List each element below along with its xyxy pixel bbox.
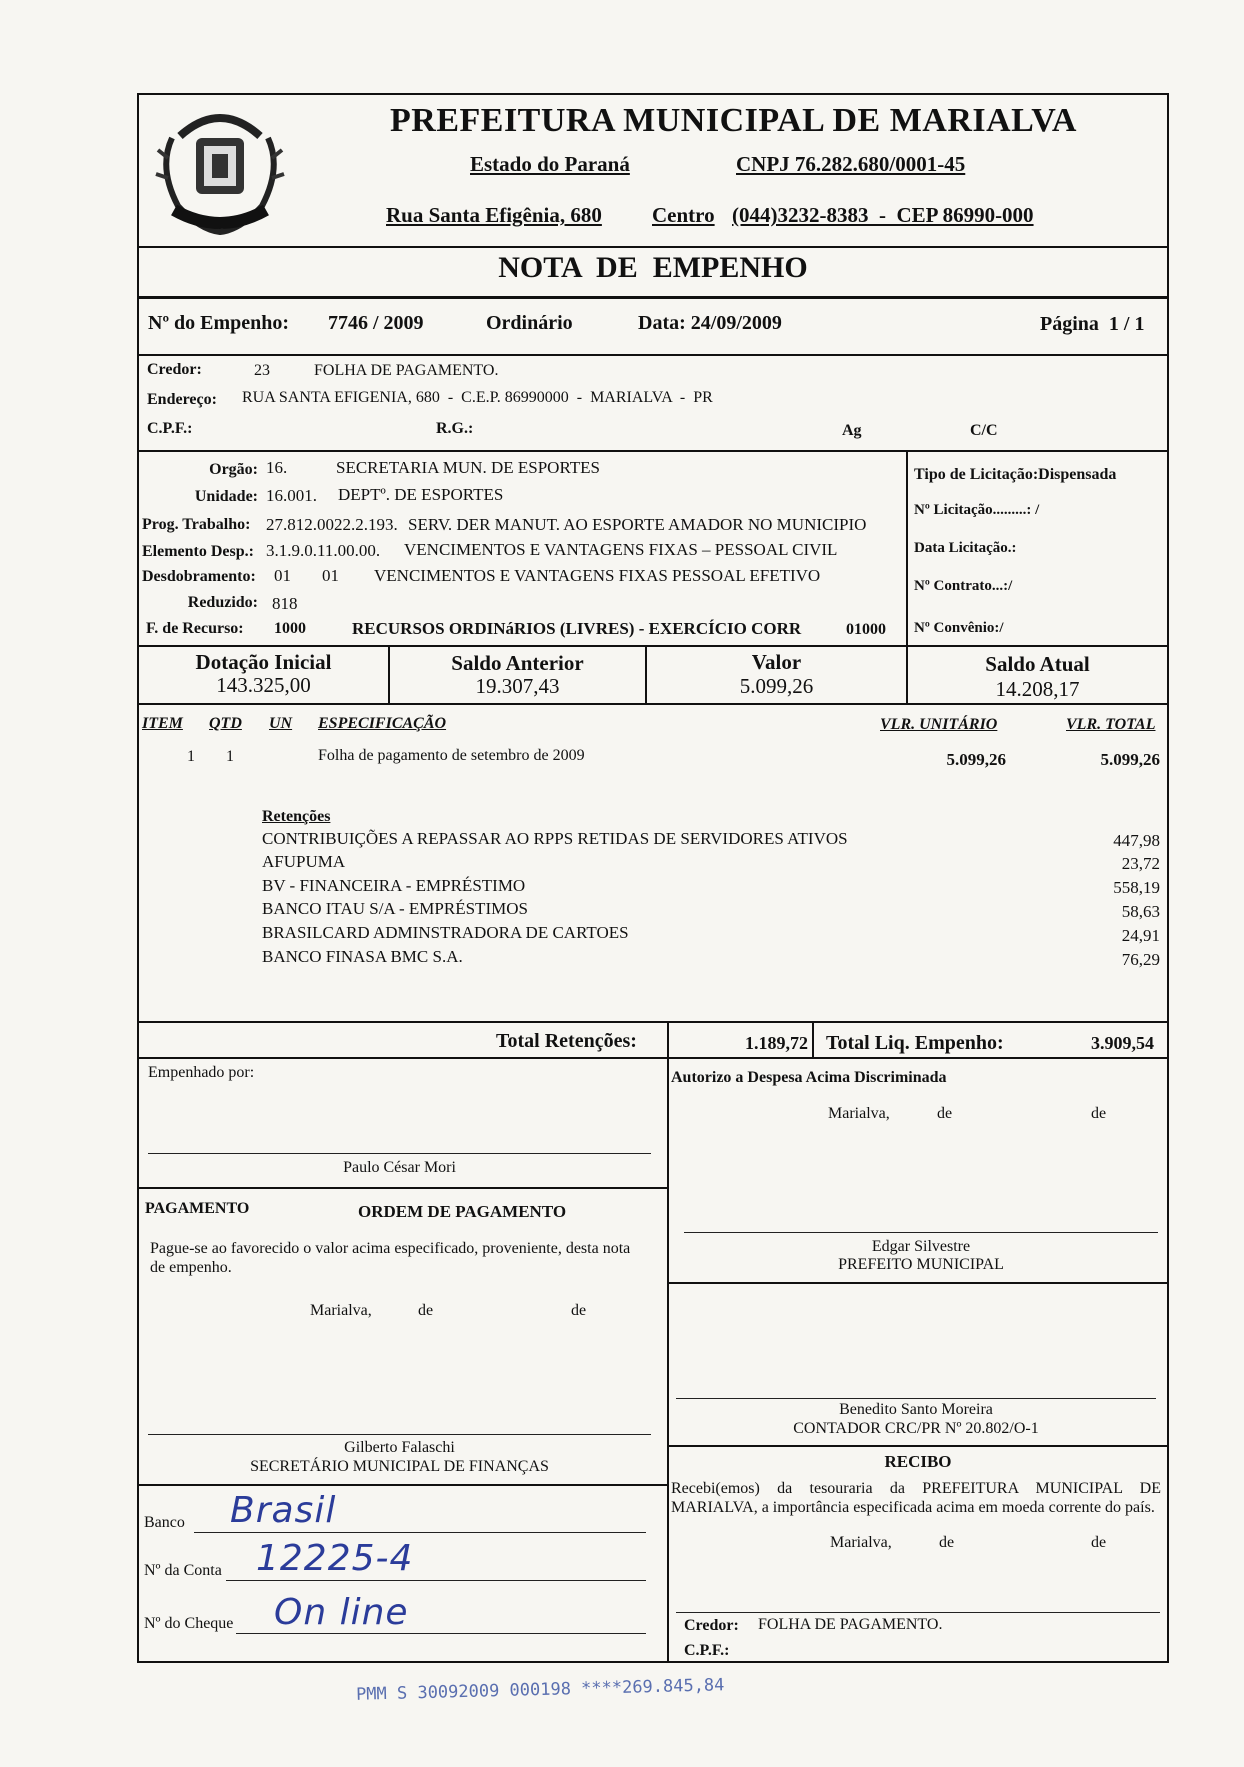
page-number: Página 1 / 1 — [1040, 313, 1145, 335]
col-vlr-unitario: VLR. UNITÁRIO — [880, 716, 998, 733]
valor-value: 5.099,26 — [739, 674, 814, 698]
empenho-type: Ordinário — [486, 312, 573, 334]
retencao-desc: CONTRIBUIÇÕES A REPASSAR AO RPPS RETIDAS DE SERVIDORES ATIVOS — [262, 829, 848, 848]
reduzido-code: 818 — [272, 594, 298, 613]
retencoes-title: Retenções — [262, 808, 331, 825]
contrato: Nº Contrato...:/ — [914, 578, 1013, 594]
empenhado-name: Paulo César Mori — [343, 1159, 456, 1176]
saldo-anterior-label: Saldo Anterior — [451, 651, 584, 675]
empenho-date: Data: 24/09/2009 — [638, 312, 782, 334]
retencao-desc: BV - FINANCEIRA - EMPRÉSTIMO — [262, 876, 526, 895]
retencao-value: 558,19 — [1113, 878, 1160, 897]
col-vlr-total: VLR. TOTAL — [1066, 716, 1156, 733]
prefeitura-title: PREFEITURA MUNICIPAL DE MARIALVA — [390, 102, 1077, 139]
retencao-value: 447,98 — [1113, 831, 1160, 850]
fonte-code-2: 01000 — [846, 621, 886, 638]
saldo-atual-label: Saldo Atual — [985, 652, 1090, 676]
prog-name: SERV. DER MANUT. AO ESPORTE AMADOR NO MUNICIPIO — [408, 515, 867, 534]
retencao-value: 76,29 — [1121, 950, 1160, 969]
orgao-label: Orgão: — [209, 461, 258, 478]
unidade-code: 16.001. — [266, 486, 317, 505]
recibo-title: RECIBO — [884, 1452, 952, 1471]
credor-label: Credor: — [147, 361, 202, 378]
prefeito-role: PREFEITO MUNICIPAL — [838, 1256, 1004, 1273]
conta-handwritten: 12225-4 — [256, 1538, 414, 1579]
reduzido-label: Reduzido: — [187, 594, 258, 611]
elemento-label: Elemento Desp.: — [142, 543, 254, 560]
address-label: Rua Santa Efigênia, 680 — [386, 203, 602, 227]
pagamento-de-2: de — [571, 1302, 587, 1319]
pagamento-label: PAGAMENTO — [145, 1200, 250, 1217]
credor-code: 23 — [254, 362, 270, 379]
autorizo-de-2: de — [1091, 1105, 1107, 1122]
payment-stamp: PMM S 30092009 000198 ****269.845,84 — [355, 1675, 725, 1705]
desdobramento-code-1: 01 — [274, 566, 291, 585]
retencao-desc: BANCO FINASA BMC S.A. — [262, 947, 463, 966]
secretario-name: Gilberto Falaschi — [344, 1439, 455, 1456]
credor-name: FOLHA DE PAGAMENTO. — [314, 362, 499, 379]
prog-code: 27.812.0022.2.193. — [266, 515, 398, 534]
retencao-value: 58,63 — [1121, 902, 1160, 921]
contador-name: Benedito Santo Moreira — [839, 1401, 993, 1418]
retencao-value: 23,72 — [1121, 854, 1160, 873]
desdobramento-code-2: 01 — [322, 566, 339, 585]
orgao-name: SECRETARIA MUN. DE ESPORTES — [336, 458, 600, 477]
fonte-label: F. de Recurso: — [146, 620, 244, 637]
prefeito-name: Edgar Silvestre — [871, 1238, 971, 1255]
district-label: Centro — [652, 203, 715, 227]
item-description: Folha de pagamento de setembro de 2009 — [318, 747, 585, 764]
total-retencoes-value: 1.189,72 — [745, 1033, 808, 1053]
orgao-code: 16. — [266, 458, 288, 477]
cheque-label: Nº do Cheque — [144, 1615, 234, 1632]
fonte-name: RECURSOS ORDINáRIOS (LIVRES) - EXERCÍCIO CORR — [352, 619, 802, 638]
valor-label: Valor — [751, 650, 802, 674]
doc-title: NOTA DE EMPENHO — [498, 251, 808, 284]
retencao-desc: BRASILCARD ADMINSTRADORA DE CARTOES — [262, 923, 629, 942]
recibo-de-2: de — [1091, 1534, 1107, 1551]
col-item: ITEM — [142, 715, 183, 732]
recibo-credor-label: Credor: — [684, 1617, 739, 1634]
recibo-credor-name: FOLHA DE PAGAMENTO. — [758, 1616, 943, 1633]
licitacao-tipo: Tipo de Licitação:Dispensada — [914, 466, 1117, 483]
dotacao-label: Dotação Inicial — [195, 650, 332, 674]
retencao-desc: AFUPUMA — [262, 852, 346, 871]
licitacao-data: Data Licitação.: — [914, 540, 1017, 556]
banco-handwritten: Brasil — [230, 1490, 337, 1531]
autorizo-de-1: de — [937, 1105, 953, 1122]
prog-label: Prog. Trabalho: — [142, 516, 251, 533]
cnpj-label: CNPJ 76.282.680/0001-45 — [736, 152, 966, 176]
col-un: UN — [269, 715, 293, 732]
ag-label: Ag — [842, 422, 862, 439]
recibo-text: Recebi(emos) da tesouraria da PREFEITURA MUNICIPAL DE MARIALVA, a importância especificada acima em moeda corrente do país. — [671, 1480, 1161, 1516]
rg-label: R.G.: — [436, 420, 474, 437]
state-label: Estado do Paraná — [470, 152, 630, 176]
unidade-name: DEPTº. DE ESPORTES — [338, 485, 504, 504]
total-retencoes-label: Total Retenções: — [496, 1030, 637, 1052]
coat-of-arms-icon — [150, 98, 290, 238]
recibo-de-1: de — [939, 1534, 955, 1551]
autorizo-place: Marialva, — [828, 1105, 890, 1122]
recibo-cpf-label: C.P.F.: — [684, 1642, 730, 1659]
desdobramento-label: Desdobramento: — [142, 568, 256, 585]
cc-label: C/C — [970, 422, 998, 439]
elemento-code: 3.1.9.0.11.00.00. — [266, 541, 381, 560]
saldo-atual-value: 14.208,17 — [995, 677, 1080, 701]
contador-role: CONTADOR CRC/PR Nº 20.802/O-1 — [793, 1420, 1039, 1437]
credor-address: RUA SANTA EFIGENIA, 680 - C.E.P. 86990000 - MARIALVA - PR — [242, 389, 713, 406]
pagamento-text: Pague-se ao favorecido o valor acima especificado, proveniente, desta nota de empenho. — [150, 1240, 631, 1276]
banco-label: Banco — [144, 1514, 185, 1531]
empenho-number-label: Nº do Empenho: — [148, 312, 290, 334]
desdobramento-name: VENCIMENTOS E VANTAGENS FIXAS PESSOAL EFETIVO — [374, 566, 821, 585]
dotacao-value: 143.325,00 — [216, 673, 311, 697]
cheque-handwritten: On line — [274, 1592, 409, 1633]
licitacao-numero: Nº Licitação.........: / — [914, 502, 1040, 518]
unidade-label: Unidade: — [194, 488, 258, 505]
empenho-number: 7746 / 2009 — [328, 312, 424, 334]
total-liquido-value: 3.909,54 — [1091, 1033, 1154, 1053]
secretario-role: SECRETÁRIO MUNICIPAL DE FINANÇAS — [250, 1458, 549, 1475]
phone-cep-label: (044)3232-8383 - CEP 86990-000 — [732, 203, 1034, 227]
autorizo-label: Autorizo a Despesa Acima Discriminada — [671, 1069, 947, 1086]
cpf-label: C.P.F.: — [147, 420, 193, 437]
item-unit-value: 5.099,26 — [946, 750, 1006, 769]
pagamento-de-1: de — [418, 1302, 434, 1319]
col-especificacao: ESPECIFICAÇÃO — [318, 715, 447, 732]
saldo-anterior-value: 19.307,43 — [475, 674, 560, 698]
fonte-code: 1000 — [274, 620, 306, 637]
item-number: 1 — [187, 748, 195, 765]
retencao-desc: BANCO ITAU S/A - EMPRÉSTIMOS — [262, 899, 528, 918]
recibo-place: Marialva, — [830, 1534, 892, 1551]
pagamento-place: Marialva, — [310, 1302, 372, 1319]
ordem-pagamento-label: ORDEM DE PAGAMENTO — [358, 1202, 567, 1221]
total-liquido-label: Total Liq. Empenho: — [826, 1032, 1004, 1054]
item-total-value: 5.099,26 — [1100, 750, 1160, 769]
address-field-label: Endereço: — [147, 391, 217, 408]
elemento-name: VENCIMENTOS E VANTAGENS FIXAS – PESSOAL CIVIL — [404, 540, 838, 559]
conta-label: Nº da Conta — [144, 1562, 222, 1579]
convenio: Nº Convênio:/ — [914, 620, 1004, 636]
retencao-value: 24,91 — [1121, 926, 1160, 945]
empenhado-label: Empenhado por: — [148, 1064, 255, 1081]
col-qtd: QTD — [209, 715, 242, 732]
item-qtd: 1 — [226, 748, 234, 765]
